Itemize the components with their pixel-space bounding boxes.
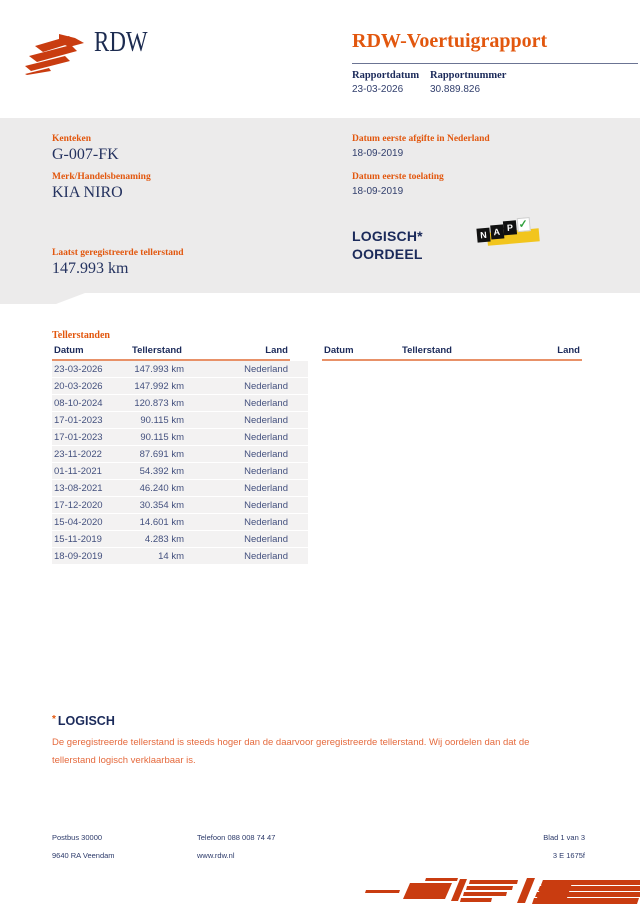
row-country: Nederland [244, 448, 288, 460]
row-odometer: 30.354 km [139, 499, 184, 511]
footer-website: www.rdw.nl [197, 851, 235, 860]
row-date: 17-01-2023 [54, 431, 103, 443]
kenteken-value: G-007-FK [52, 146, 119, 163]
oordeel-line2: OORDEEL [352, 246, 423, 262]
footer-phone: Telefoon 088 008 74 47 [197, 833, 276, 842]
tellerstanden-section-title: Tellerstanden [52, 330, 110, 341]
row-odometer: 54.392 km [139, 465, 184, 477]
report-date-label: Rapportdatum [352, 70, 420, 81]
row-date: 18-09-2019 [54, 550, 103, 562]
column-header-land: Land [557, 345, 580, 356]
report-date-value: 23-03-2026 [352, 84, 404, 95]
row-date: 20-03-2026 [54, 380, 103, 392]
report-number-value: 30.889.826 [430, 84, 481, 95]
logisch-footnote-heading [52, 714, 115, 728]
nap-check-icon: ✓ [518, 218, 529, 232]
row-date: 13-08-2021 [54, 482, 103, 494]
table-row [52, 514, 308, 530]
row-country: Nederland [244, 499, 288, 511]
row-odometer: 46.240 km [139, 482, 184, 494]
row-odometer: 14.601 km [139, 516, 184, 528]
row-country: Nederland [244, 516, 288, 528]
odometer-table-right-header [322, 343, 582, 361]
merk-label: Merk/Handelsbenaming [52, 172, 151, 182]
table-row [52, 548, 308, 564]
row-odometer: 87.691 km [139, 448, 184, 460]
row-country: Nederland [244, 482, 288, 494]
footer-address-line2: 9640 RA Veendam [52, 851, 115, 860]
column-header-datum: Datum [54, 345, 84, 356]
tellerstand-value: 147.993 km [52, 260, 129, 277]
footnote-asterisk: * [52, 714, 56, 725]
table-row [52, 395, 308, 411]
oordeel-line1: LOGISCH* [352, 228, 423, 244]
table-row [52, 446, 308, 462]
row-country: Nederland [244, 380, 288, 392]
row-country: Nederland [244, 414, 288, 426]
row-country: Nederland [244, 550, 288, 562]
footer-address-line1: Postbus 30000 [52, 833, 103, 842]
nap-letter-p: P [503, 220, 517, 235]
afgifte-value: 18-09-2019 [352, 148, 404, 159]
nap-letter-n: N [476, 228, 490, 243]
title-divider [352, 63, 638, 64]
row-country: Nederland [244, 431, 288, 443]
brand-wordmark: RDW [94, 27, 148, 58]
afgifte-label: Datum eerste afgifte in Nederland [352, 134, 490, 144]
row-odometer: 90.115 km [140, 431, 184, 443]
row-country: Nederland [244, 397, 288, 409]
row-country: Nederland [244, 533, 288, 545]
table-row [52, 497, 308, 513]
row-odometer: 4.283 km [144, 533, 184, 545]
speed-lines-icon [365, 877, 640, 906]
nap-logo [476, 216, 540, 251]
row-date: 17-01-2023 [54, 414, 103, 426]
column-header-tellerstand: Tellerstand [402, 345, 452, 356]
row-date: 15-04-2020 [54, 516, 103, 528]
table-row [52, 463, 308, 479]
document-title: RDW-Voertuigrapport [352, 30, 548, 52]
row-date: 17-12-2020 [54, 499, 103, 511]
table-row [52, 429, 308, 445]
column-header-land: Land [265, 345, 288, 356]
column-header-datum: Datum [324, 345, 354, 356]
row-country: Nederland [244, 363, 288, 375]
row-date: 23-11-2022 [54, 448, 102, 460]
column-header-tellerstand: Tellerstand [132, 345, 182, 356]
logisch-footnote-text: De geregistreerde tellerstand is steeds hoger dan de daarvoor geregistreerde tellerstand. Wij oordelen dan dat de tellerstand logisch verklaarbaar is. [52, 737, 530, 766]
footer-page-indicator: Blad 1 van 3 [543, 833, 585, 842]
row-odometer: 90.115 km [140, 414, 184, 426]
row-country: Nederland [244, 465, 288, 477]
row-odometer: 14 km [158, 550, 184, 562]
kenteken-label: Kenteken [52, 134, 92, 144]
tellerstand-label: Laatst geregistreerde tellerstand [52, 248, 184, 258]
toelating-value: 18-09-2019 [352, 186, 404, 197]
row-date: 15-11-2019 [54, 533, 102, 545]
row-odometer: 147.992 km [134, 380, 184, 392]
table-row [52, 361, 308, 377]
table-row [52, 378, 308, 394]
toelating-label: Datum eerste toelating [352, 172, 444, 182]
table-row [52, 480, 308, 496]
row-date: 08-10-2024 [54, 397, 103, 409]
table-row [52, 412, 308, 428]
row-date: 01-11-2021 [54, 465, 102, 477]
footnote-title: LOGISCH [57, 714, 115, 728]
nap-letter-a: A [490, 224, 504, 239]
row-odometer: 147.993 km [134, 363, 184, 375]
row-date: 23-03-2026 [54, 363, 103, 375]
odometer-table-rows [52, 361, 308, 565]
row-odometer: 120.873 km [134, 397, 184, 409]
report-number-label: Rapportnummer [430, 70, 507, 81]
merk-value: KIA NIRO [52, 184, 123, 201]
rdw-falcon-logo-icon [25, 30, 87, 75]
footer-form-code: 3 E 1675f [552, 851, 585, 860]
table-row [52, 531, 308, 547]
odometer-table-left-header [52, 343, 290, 361]
